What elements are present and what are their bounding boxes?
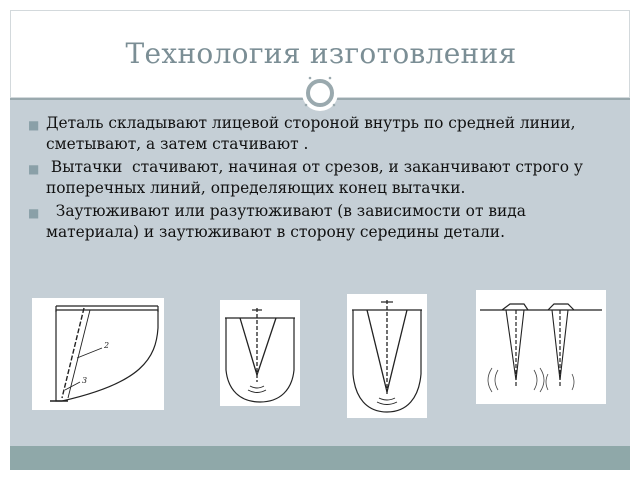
slide-title: Технология изготовления [125,37,517,70]
figure-label-2: 2 [104,341,110,350]
figure-fold-seam [32,298,164,410]
slide-frame [10,10,630,470]
figure-dart-2 [347,294,427,418]
bullet-list [28,113,620,245]
square-bullet-icon: ■ [28,206,40,220]
bullet-text: Деталь складывают лицевой стороной внутрь по средней линии, сметывают, а затем стачивают . [46,114,576,153]
square-bullet-icon: ■ [28,118,40,132]
bullet-item [28,201,620,242]
figure-dart-1 [220,300,300,406]
bullet-item [28,113,620,154]
square-bullet-icon: ■ [28,162,40,176]
figure-pressed-darts [476,290,606,404]
bullet-item [28,157,620,198]
figure-label-3: 3 [82,376,88,385]
bullet-text: Заутюживают или разутюживают (в зависимости от вида материала) и заутюживают в сторону середины детали. [46,202,531,241]
slide-footer [10,446,630,470]
circle-ornament-icon [300,72,340,112]
bullet-text: Вытачки стачивают, начиная от срезов, и заканчивают строго у поперечных линий, определяющих конец вытачки. [46,158,588,197]
